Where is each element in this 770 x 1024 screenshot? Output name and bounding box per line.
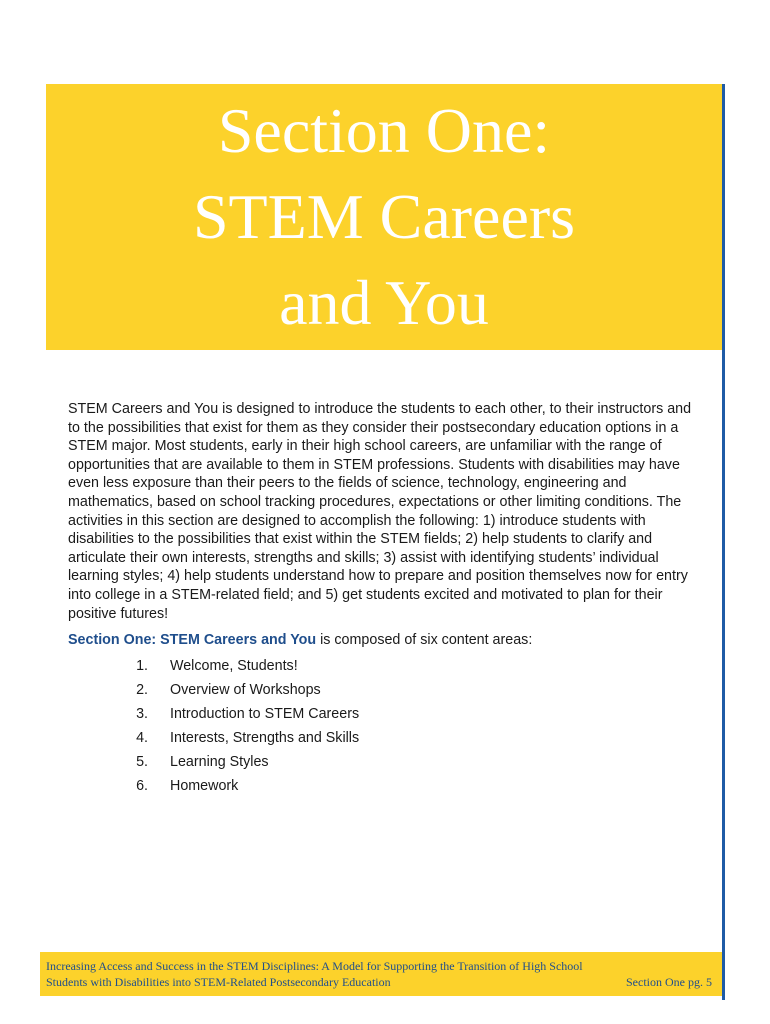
- list-item-number: 2.: [136, 682, 148, 698]
- title-line-3: and You: [279, 267, 489, 338]
- title-line-1: Section One:: [217, 95, 551, 166]
- intro-paragraph: STEM Careers and You is designed to introduce the students to each other, to their instructors and to the possibilities that exist for them as they consider their postsecondary education options in a STEM major. Most students, early in their high school careers, are unfamiliar with the range of opportunities that are available to them in STEM professions. Students with disabilities may have even less exposure than their peers to the fields of science, technology, engineering and mathematics, based on school tracking procedures, expectations or other limiting conditions. The activities in this section are designed to accomplish the following: 1) introduce students with disabilities to the possibilities that exist within the STEM fields; 2) help students to clarify and articulate their own interests, strengths and skills; 3) assist with identifying students’ individual learning styles; 4) help students understand how to prepare and position themselves now for entry into college in a STEM-related field; and 5) get students excited and motivated to plan for their positive futures!: [68, 401, 692, 622]
- list-item-number: 3.: [136, 706, 148, 722]
- list-item-label: Overview of Workshops: [170, 682, 321, 698]
- list-item-number: 5.: [136, 754, 148, 770]
- list-item-label: Welcome, Students!: [170, 658, 298, 674]
- footer-line-1: Increasing Access and Success in the STEM Disciplines: A Model for Supporting the Transition of High School: [46, 959, 583, 973]
- composed-rest: is composed of six content areas:: [316, 632, 533, 648]
- list-item: [118, 726, 359, 750]
- list-item: [118, 702, 359, 726]
- section-banner: [46, 84, 722, 350]
- list-item-label: Homework: [170, 778, 239, 794]
- list-item: [118, 774, 359, 798]
- list-item-number: 4.: [136, 730, 148, 746]
- section-title: [46, 88, 722, 346]
- list-item-label: Introduction to STEM Careers: [170, 706, 360, 722]
- list-item-number: 6.: [136, 778, 148, 794]
- list-item: [118, 654, 359, 678]
- footer-line-2: Students with Disabilities into STEM-Related Postsecondary Education: [46, 975, 391, 989]
- title-line-2: STEM Careers: [192, 181, 576, 252]
- footer-page-number: Section One pg. 5: [626, 975, 712, 989]
- content-areas-list: [118, 654, 359, 798]
- right-border-line: [722, 84, 725, 1000]
- list-item-label: Interests, Strengths and Skills: [170, 730, 360, 746]
- list-item-label: Learning Styles: [170, 754, 269, 770]
- page-footer: [40, 952, 722, 996]
- composed-statement: [68, 630, 704, 650]
- list-item: [118, 750, 359, 774]
- footer-document-title: [46, 958, 714, 990]
- list-item-number: 1.: [136, 658, 148, 674]
- composed-bold-title: Section One: STEM Careers and You: [68, 632, 317, 648]
- list-item: [118, 678, 359, 702]
